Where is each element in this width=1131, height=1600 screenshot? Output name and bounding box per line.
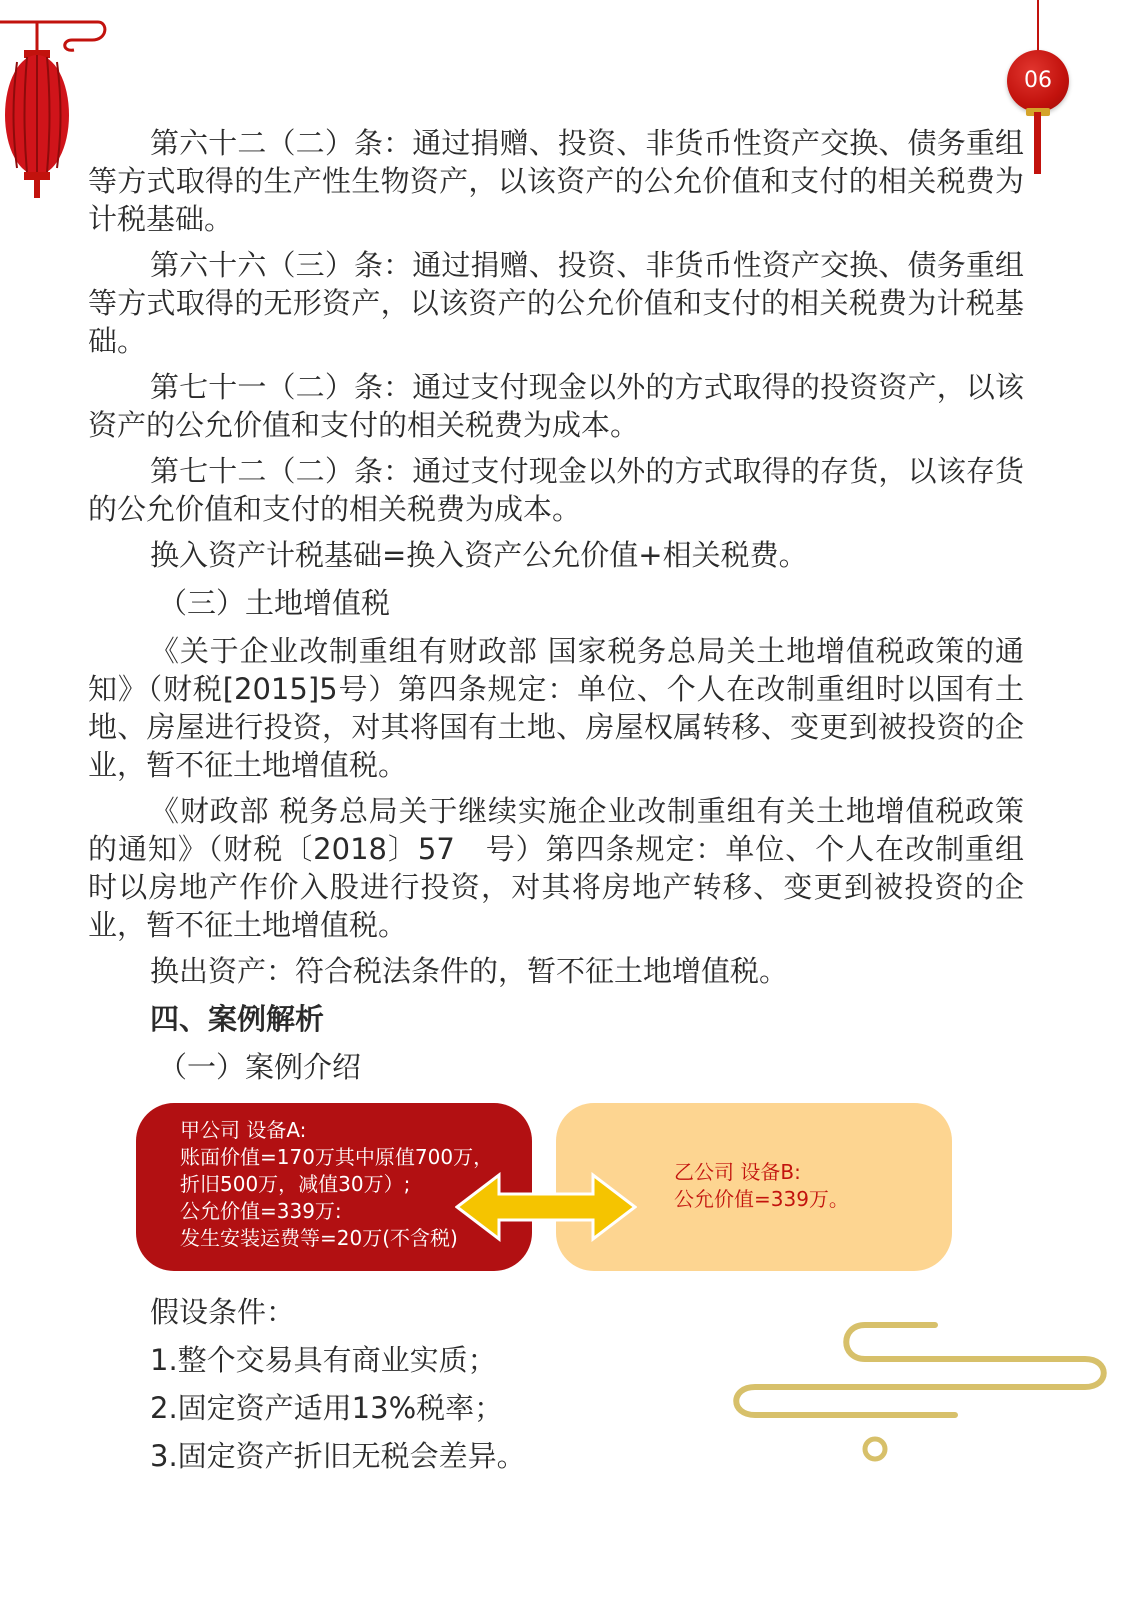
paragraph-article-72: 第七十二（二）条：通过支付现金以外的方式取得的存货，以该存货的公允价值和支付的相关税费为成本。 [88, 454, 1024, 526]
export-asset-line: 换出资产：符合税法条件的，暂不征土地增值税。 [150, 954, 789, 988]
paragraph-article-66: 第六十六（三）条：通过捐赠、投资、非货币性资产交换、债务重组等方式取得的无形资产，以该资产的公允价值和支付的相关税费为计税基础。 [88, 248, 1024, 358]
page-number-badge: 06 [1007, 50, 1069, 112]
company-a-line: 公允价值=339万: [180, 1199, 342, 1223]
assumption-item: 3.固定资产折旧无税会差异。 [150, 1439, 526, 1473]
formula-line: 换入资产计税基础=换入资产公允价值+相关税费。 [150, 538, 808, 572]
company-b-line: 公允价值=339万。 [674, 1187, 849, 1211]
company-a-line: 折旧500万，减值30万）; [180, 1172, 411, 1196]
company-a-line: 账面价值=170万其中原值700万， [180, 1145, 494, 1169]
paragraph-land-tax-2015: 《关于企业改制重组有财政部 国家税务总局关土地增值税政策的通知》（财税[2015]5号）第四条规定：单位、个人在改制重组时以国有土地、房屋进行投资，对其将国有土地、房屋权属转移、变更到被投资的企业，暂不征土地增值税。 [88, 634, 1024, 782]
paragraph-land-tax-2018: 《财政部 税务总局关于继续实施企业改制重组有关土地增值税政策的通知》（财税〔2018〕57 号）第四条规定：单位、个人在改制重组时以房地产作价入股进行投资，对其将房地产转移、变更到被投资的企业，暂不征土地增值税。 [88, 794, 1024, 942]
badge-string [1037, 0, 1039, 52]
case-heading: （一）案例介绍 [158, 1050, 362, 1084]
article-body [88, 124, 1024, 1096]
cloud-ornament-icon [725, 1315, 1115, 1470]
section-heading: 四、案例解析 [150, 1002, 325, 1036]
assumptions-title: 假设条件： [150, 1295, 296, 1329]
exchange-arrow-icon [455, 1172, 637, 1242]
paragraph-article-71: 第七十一（二）条：通过支付现金以外的方式取得的投资资产，以该资产的公允价值和支付的相关税费为成本。 [88, 370, 1024, 442]
land-tax-heading: （三）土地增值税 [158, 586, 391, 620]
company-a-line: 甲公司 设备A: [180, 1118, 307, 1142]
paragraph-article-62: 第六十二（二）条：通过捐赠、投资、非货币性资产交换、债务重组等方式取得的生产性生物资产，以该资产的公允价值和支付的相关税费为计税基础。 [88, 126, 1024, 236]
assumption-item: 1.整个交易具有商业实质； [150, 1343, 497, 1377]
assumption-item: 2.固定资产适用13%税率； [150, 1391, 504, 1425]
badge-tassel [1034, 112, 1041, 174]
assumptions-block [150, 1288, 526, 1480]
company-a-line: 发生安装运费等=20万(不含税) [180, 1226, 458, 1250]
company-b-line: 乙公司 设备B: [674, 1160, 801, 1184]
